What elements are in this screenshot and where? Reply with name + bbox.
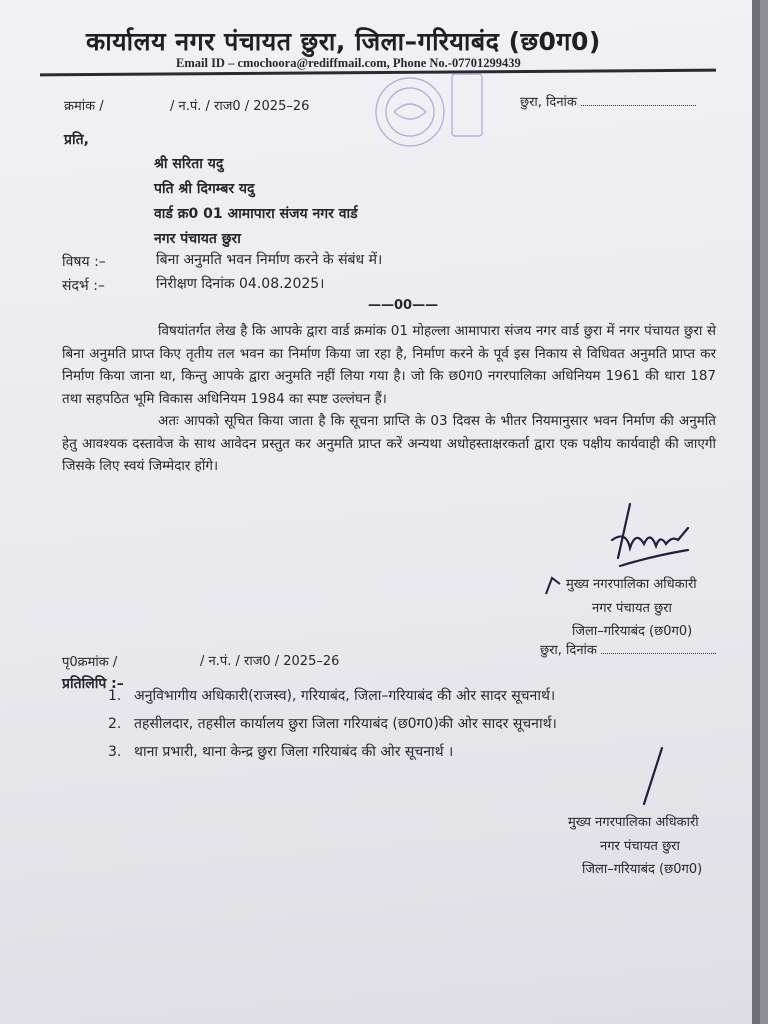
sig2-designation: मुख्य नगरपालिका अधिकारी — [568, 815, 699, 830]
date-blank — [581, 95, 696, 106]
signature-2 — [618, 744, 668, 814]
letterhead-title: कार्यालय नगर पंचायत छुरा, जिला–गरियाबंद (छ0ग0) — [86, 27, 601, 56]
ref-label: क्रमांक / — [64, 99, 104, 114]
recipient-name: श्री सरिता यदु — [154, 156, 224, 172]
ref-place-date-text: छुरा, दिनांक — [520, 95, 577, 110]
body-paragraphs — [62, 320, 716, 478]
sig1-designation: मुख्य नगरपालिका अधिकारी — [566, 577, 697, 592]
copy-list-item — [108, 738, 557, 766]
separator: ——00—— — [368, 298, 439, 313]
office-seal-stamp — [370, 66, 484, 154]
recipient-ward: वार्ड क्र0 01 आमापारा संजय नगर वार्ड — [154, 206, 358, 222]
copy-item-text: थाना प्रभारी, थाना केन्द्र छुरा जिला गरियाबंद की ओर सूचनार्थ । — [134, 744, 454, 760]
copy-item-number: 3. — [108, 744, 122, 760]
endorsement-place-date-text: छुरा, दिनांक — [540, 643, 597, 658]
sig1-office: नगर पंचायत छुरा — [592, 601, 672, 616]
signature-mark — [542, 572, 568, 598]
body-paragraph-1: विषयांतर्गत लेख है कि आपके द्वारा वार्ड क्रमांक 01 मोहल्ला आमापारा संजय नगर वार्ड छुरा में नगर पंचायत छुरा से बिना अनुमति प्राप्त किए तृतीय तल भवन का निर्माण किया जा रहा है, निर्माण करने के पूर्व इस निकाय से विधिवत अनुमति प्राप्त कर निर्माण किया जाना था, किन्तु आपके द्वारा अनुमति नहीं लिया गया है। जो कि छ0ग0 नगरपालिका अधिनियम 1961 की धारा 187 तथा सहपठित भूमि विकास अधिनियम 1984 का स्पष्ट उल्लंघन हैं। — [62, 323, 716, 407]
endorsement-label: पृ0क्रमांक / — [62, 655, 118, 670]
reference-text: निरीक्षण दिनांक 04.08.2025। — [156, 276, 325, 292]
sig2-office: नगर पंचायत छुरा — [600, 839, 680, 854]
recipient-husband: पति श्री दिगम्बर यदु — [154, 181, 255, 197]
sig1-district: जिला–गरियाबंद (छ0ग0) — [572, 624, 693, 639]
copy-label: प्रतिलिपि :– — [62, 676, 124, 692]
endorsement-date-blank — [601, 643, 716, 654]
letterhead-contact: Email ID – cmochoora@rediffmail.com, Phone No.-07701299439 — [176, 56, 521, 70]
endorsement-place-date — [540, 640, 716, 658]
ref-number: / न.पं. / राज0 / 2025–26 — [170, 99, 310, 114]
subject-text: बिना अनुमति भवन निर्माण करने के संबंध में। — [156, 252, 383, 268]
copy-item-number: 2. — [108, 716, 122, 732]
copy-item-text: तहसीलदार, तहसील कार्यालय छुरा जिला गरियाबंद (छ0ग0)की ओर सादर सूचनार्थ। — [134, 716, 557, 732]
copy-list-item — [108, 682, 557, 710]
copy-item-number: 1. — [108, 688, 122, 704]
copy-list-item — [108, 710, 557, 738]
copy-list — [108, 682, 557, 766]
prati-label: प्रति, — [64, 132, 89, 148]
signature-1 — [560, 500, 700, 580]
endorsement-number: / न.पं. / राज0 / 2025–26 — [200, 654, 340, 669]
sig2-district: जिला–गरियाबंद (छ0ग0) — [582, 862, 703, 877]
subject-label: विषय :– — [62, 254, 106, 270]
copy-item-text: अनुविभागीय अधिकारी(राजस्व), गरियाबंद, जिला–गरियाबंद की ओर सादर सूचनार्थ। — [134, 688, 556, 704]
body-paragraph-2: अतः आपको सूचित किया जाता है कि सूचना प्राप्ति के 03 दिवस के भीतर नियमानुसार भवन निर्माण की अनुमति हेतु आवश्यक दस्तावेज के साथ आवेदन प्रस्तुत कर अनुमति प्राप्त करें अन्यथा अधोहस्ताक्षरकर्ता द्वारा एक पक्षीय कार्यवाही की जाएगी जिसके लिए स्वयं जिम्मेदार होंगे। — [62, 413, 716, 474]
recipient-office: नगर पंचायत छुरा — [154, 231, 241, 247]
page-edge-shadow — [752, 0, 760, 1024]
reference-label: संदर्भ :– — [62, 278, 105, 294]
ref-place-date — [520, 92, 696, 110]
